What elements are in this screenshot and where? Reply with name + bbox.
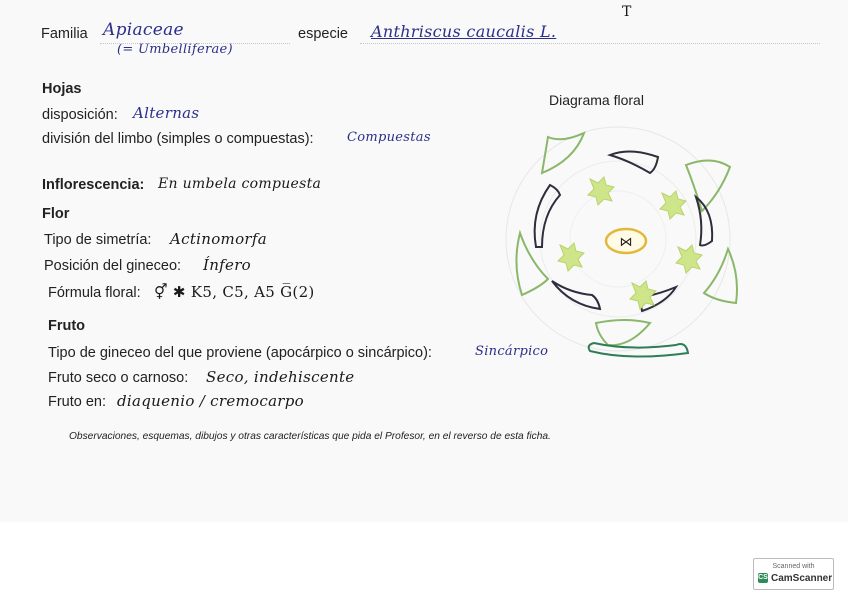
sepal	[596, 320, 650, 345]
camscanner-icon: CS	[758, 574, 768, 581]
stamen	[558, 243, 584, 271]
familia-value-2: (= Umbelliferae)	[117, 42, 233, 57]
division-value: Compuestas	[347, 130, 431, 145]
floral-diagram	[490, 115, 760, 375]
fruto-title: Fruto	[48, 318, 86, 334]
sepal	[704, 249, 737, 303]
fruto-en-value: diaquenio / cremocarpo	[117, 392, 305, 410]
inflorescencia-label: Inflorescencia:	[42, 177, 145, 193]
hojas-title: Hojas	[42, 81, 82, 97]
page-bottom	[0, 522, 848, 599]
disposicion-label: disposición:	[42, 107, 118, 123]
simetria-value: Actinomorfa	[170, 230, 267, 248]
stamen	[630, 281, 656, 309]
ovary-symbol: ⋈	[619, 235, 633, 250]
formula-value: ⚥ ✱ K5, C5, A5 G̅(2)	[154, 283, 315, 301]
sepal	[686, 160, 730, 211]
division-label: división del limbo (simples o compuestas):	[42, 131, 314, 147]
gineceo-label: Posición del gineceo:	[44, 258, 182, 274]
ovary	[606, 229, 646, 253]
stamp-line2: CamScanner	[771, 573, 833, 584]
formula-label: Fórmula floral:	[48, 285, 141, 301]
stamp-line1: Scanned with	[772, 563, 815, 570]
fruto-seco-value: Seco, indehiscente	[206, 368, 355, 386]
petal	[696, 197, 712, 246]
sepal	[542, 133, 584, 173]
petal	[535, 185, 560, 247]
stamen	[676, 245, 702, 273]
sepal	[516, 233, 548, 295]
familia-value: Apiaceae	[103, 20, 184, 40]
fruto-en-label: Fruto en:	[48, 394, 107, 410]
stamen	[588, 177, 614, 205]
tipo-gineceo-value: Sincárpico	[475, 344, 549, 359]
footer-note: Observaciones, esquemas, dibujos y otras características que pida el Profesor, en el reverso de esta ficha.	[69, 431, 551, 442]
disposicion-value: Alternas	[133, 104, 200, 122]
simetria-label: Tipo de simetría:	[44, 232, 152, 248]
diagram-title: Diagrama floral	[549, 92, 644, 108]
fruto-seco-label: Fruto seco o carnoso:	[48, 370, 189, 386]
tipo-gineceo-label: Tipo de gineceo del que proviene (apocárpico o sincárpico):	[48, 345, 432, 361]
flor-title: Flor	[42, 206, 70, 222]
corner-mark: T	[622, 4, 632, 20]
especie-label: especie	[298, 26, 348, 42]
inflorescencia-value: En umbela compuesta	[158, 176, 322, 192]
camscanner-stamp	[753, 558, 834, 590]
familia-label: Familia	[41, 26, 88, 42]
gineceo-value: Ínfero	[203, 256, 252, 274]
especie-value: Anthriscus caucalis L.	[371, 22, 557, 41]
